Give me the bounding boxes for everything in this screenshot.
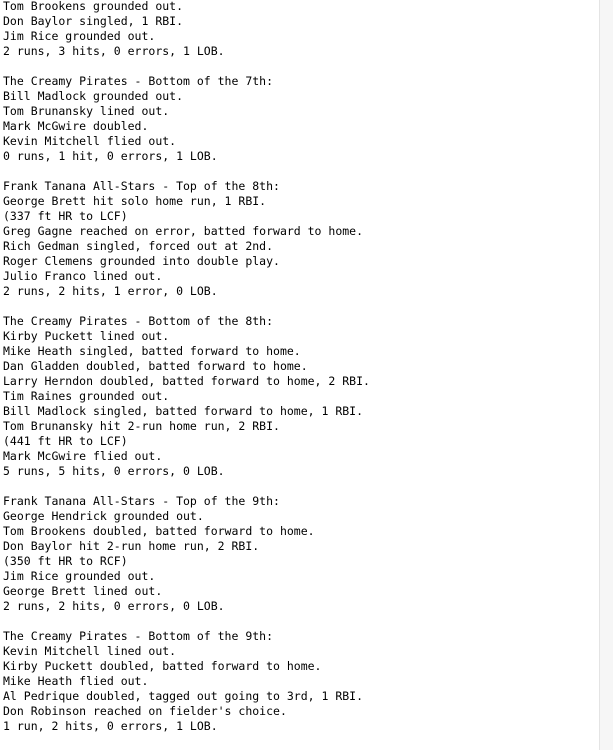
play-line: Tom Brookens grounded out. <box>3 0 184 13</box>
play-line: Rich Gedman singled, forced out at 2nd. <box>3 239 274 253</box>
inning-block <box>3 629 370 734</box>
play-line: Julio Franco lined out. <box>3 269 163 283</box>
play-line: George Brett lined out. <box>3 584 163 598</box>
play-line: Mike Heath flied out. <box>3 674 149 688</box>
vertical-scrollbar-track[interactable] <box>599 0 613 750</box>
play-line: Jim Rice grounded out. <box>3 569 156 583</box>
play-line: Tom Brunansky lined out. <box>3 104 170 118</box>
inning-header: The Creamy Pirates - Bottom of the 7th: <box>3 74 274 88</box>
play-line: Bill Madlock grounded out. <box>3 89 184 103</box>
inning-summary: 2 runs, 3 hits, 0 errors, 1 LOB. <box>3 44 225 58</box>
play-line: Tom Brookens doubled, batted forward to home. <box>3 524 315 538</box>
inning-header: Frank Tanana All-Stars - Top of the 8th: <box>3 179 280 193</box>
inning-block <box>3 0 370 59</box>
play-line: Don Baylor hit 2-run home run, 2 RBI. <box>3 539 260 553</box>
play-line: Kevin Mitchell flied out. <box>3 134 177 148</box>
inning-summary: 0 runs, 1 hit, 0 errors, 1 LOB. <box>3 149 218 163</box>
inning-header: The Creamy Pirates - Bottom of the 9th: <box>3 629 274 643</box>
inning-block <box>3 74 370 164</box>
play-line: George Hendrick grounded out. <box>3 509 204 523</box>
play-line: Bill Madlock singled, batted forward to home, 1 RBI. <box>3 404 364 418</box>
play-line: Mark McGwire flied out. <box>3 449 163 463</box>
play-line: Don Robinson reached on fielder's choice. <box>3 704 287 718</box>
play-line: Mike Heath singled, batted forward to home. <box>3 344 301 358</box>
inning-block <box>3 314 370 479</box>
play-line: Kirby Puckett doubled, batted forward to home. <box>3 659 322 673</box>
inning-header: Frank Tanana All-Stars - Top of the 9th: <box>3 494 280 508</box>
play-line: Jim Rice grounded out. <box>3 29 156 43</box>
inning-summary: 2 runs, 2 hits, 1 error, 0 LOB. <box>3 284 218 298</box>
play-line: (337 ft HR to LCF) <box>3 209 128 223</box>
play-line: (350 ft HR to RCF) <box>3 554 128 568</box>
play-by-play-log <box>3 0 370 734</box>
play-line: Dan Gladden doubled, batted forward to home. <box>3 359 308 373</box>
play-line: Greg Gagne reached on error, batted forward to home. <box>3 224 364 238</box>
play-line: Don Baylor singled, 1 RBI. <box>3 14 184 28</box>
inning-block <box>3 179 370 299</box>
play-line: George Brett hit solo home run, 1 RBI. <box>3 194 267 208</box>
inning-summary: 5 runs, 5 hits, 0 errors, 0 LOB. <box>3 464 225 478</box>
inning-summary: 2 runs, 2 hits, 0 errors, 0 LOB. <box>3 599 225 613</box>
play-line: Mark McGwire doubled. <box>3 119 149 133</box>
play-line: Larry Herndon doubled, batted forward to home, 2 RBI. <box>3 374 370 388</box>
play-line: Tom Brunansky hit 2-run home run, 2 RBI. <box>3 419 280 433</box>
play-line: Kevin Mitchell lined out. <box>3 644 177 658</box>
inning-header: The Creamy Pirates - Bottom of the 8th: <box>3 314 274 328</box>
play-line: Tim Raines grounded out. <box>3 389 170 403</box>
play-line: Al Pedrique doubled, tagged out going to 3rd, 1 RBI. <box>3 689 364 703</box>
play-line: Roger Clemens grounded into double play. <box>3 254 280 268</box>
play-line: Kirby Puckett lined out. <box>3 329 170 343</box>
play-line: (441 ft HR to LCF) <box>3 434 128 448</box>
inning-summary: 1 run, 2 hits, 0 errors, 1 LOB. <box>3 719 218 733</box>
inning-block <box>3 494 370 614</box>
